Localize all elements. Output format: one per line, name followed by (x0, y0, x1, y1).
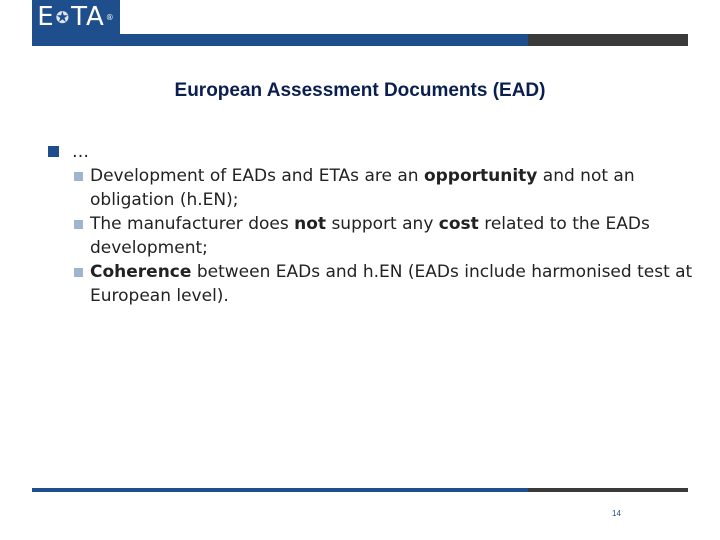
sub-bullet-2 (44, 212, 694, 260)
bullet-level-1 (44, 140, 694, 164)
sub-bullet-1 (44, 164, 694, 212)
eota-logo (32, 0, 120, 34)
slide-content (44, 140, 694, 308)
square-bullet-icon (74, 220, 83, 229)
header-rule-dark (528, 34, 688, 46)
footer-rule-blue (32, 488, 528, 492)
square-bullet-icon (74, 268, 83, 277)
header-rule-blue (32, 34, 528, 46)
eu-stars-icon: ✪ (55, 7, 71, 27)
registered-mark: ® (105, 12, 115, 22)
sub-bullet-text: Coherence between EADs and h.EN (EADs include harmonised test at European level). (90, 262, 693, 306)
logo-letters-ta: TA (71, 2, 105, 32)
square-bullet-icon (48, 146, 59, 157)
sub-bullet-text: The manufacturer does not support any cost related to the EADs development; (90, 214, 650, 258)
square-bullet-icon (74, 172, 83, 181)
slide-title: European Assessment Documents (EAD) (174, 80, 546, 101)
page-number: 14 (612, 509, 621, 518)
sub-bullet-3 (44, 260, 694, 308)
logo-letter-e: E (37, 2, 55, 32)
footer-rule-dark (528, 488, 688, 492)
bullet-text: … (72, 142, 89, 162)
sub-bullet-text: Development of EADs and ETAs are an opportunity and not an obligation (h.EN); (90, 166, 635, 210)
